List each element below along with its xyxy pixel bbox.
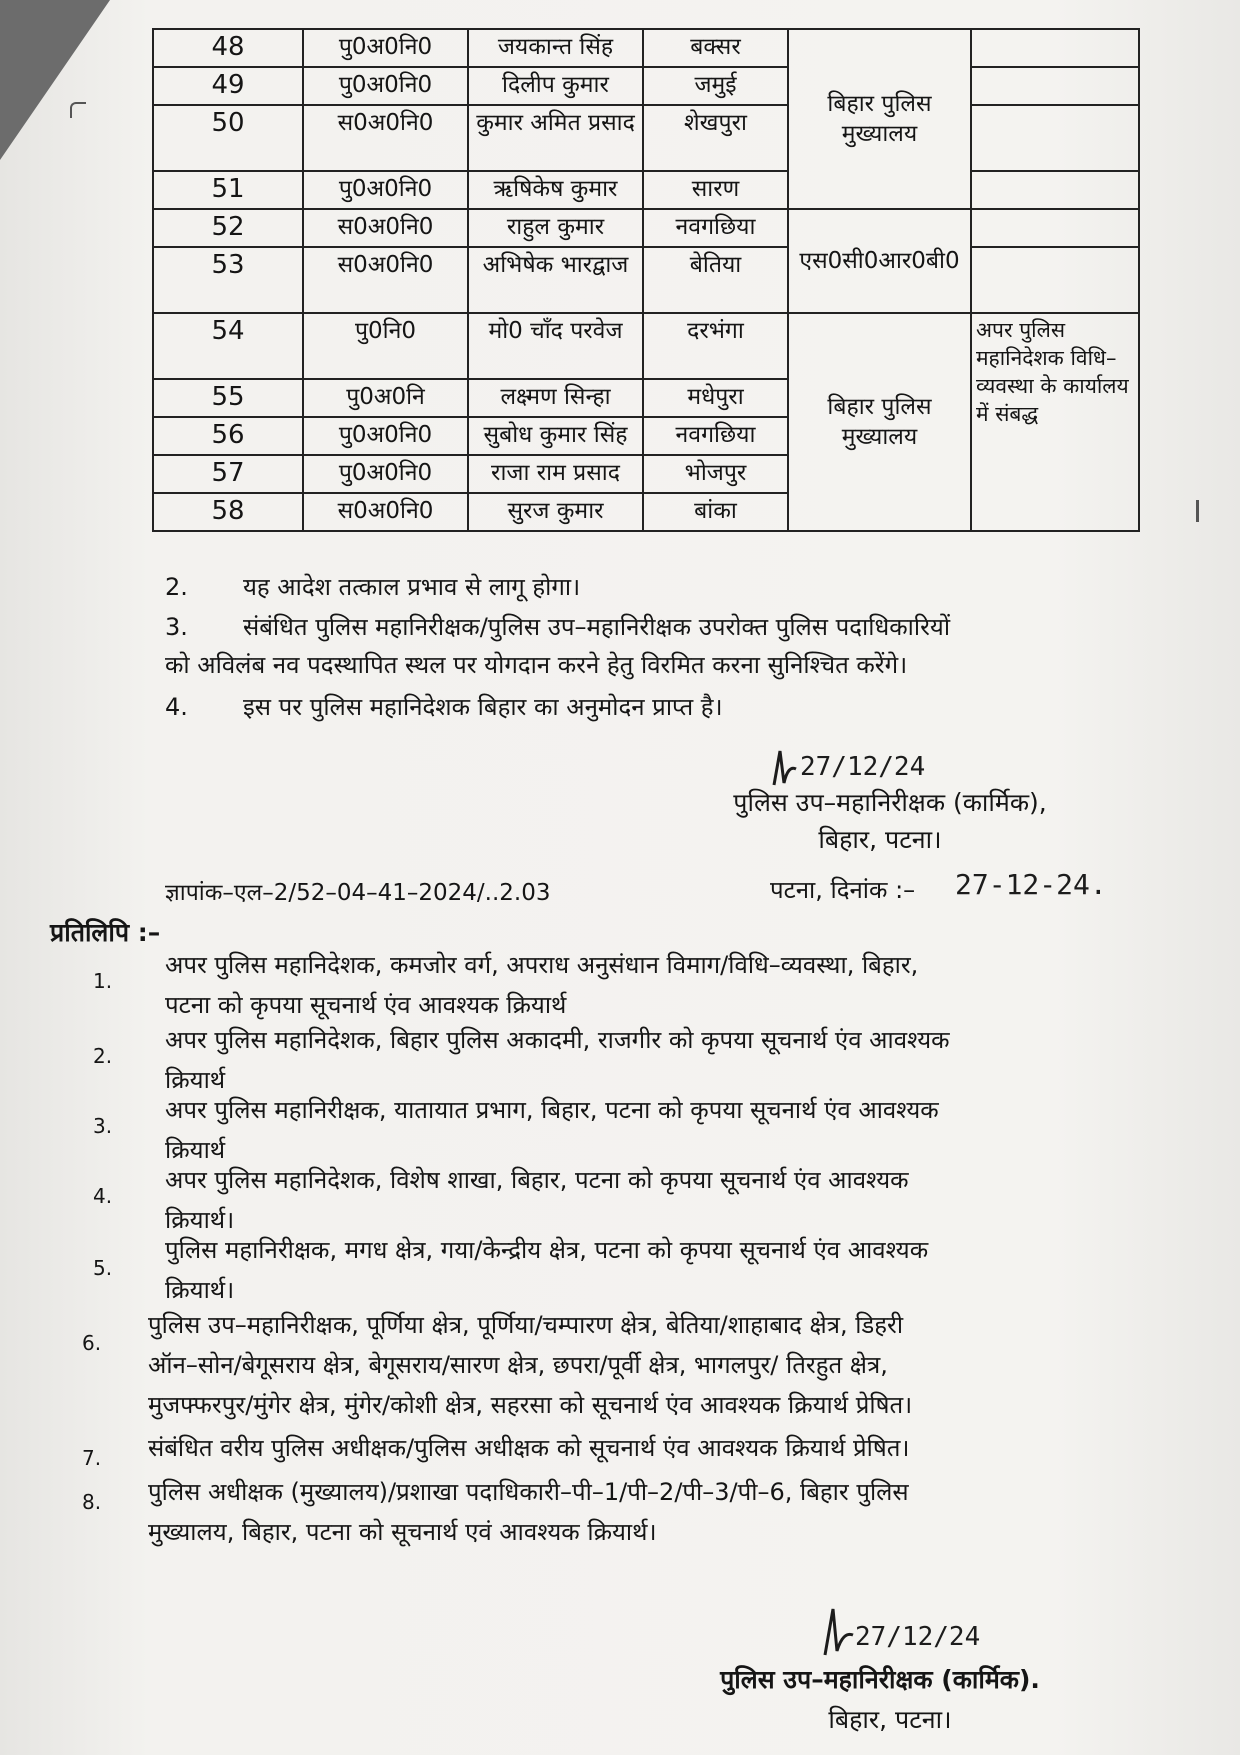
serial-cell: 57 [153, 455, 303, 493]
name-cell: दिलीप कुमार [468, 67, 643, 105]
remark-cell: अपर पुलिस महानिदेशक विधि–व्यवस्था के कार्यालय में संबद्ध [971, 313, 1139, 531]
copy-item-number: 2. [93, 1044, 113, 1068]
table-row [153, 105, 1139, 171]
paragraph-text: संबंधित पुलिस महानिरीक्षक/पुलिस उप–महानिरीक्षक उपरोक्त पुलिस पदाधिकारियों [243, 613, 951, 641]
district-cell: दरभंगा [643, 313, 788, 379]
signatory-designation: पुलिस उप–महानिरीक्षक (कार्मिक), [733, 788, 1047, 817]
copy-item-text: पटना को कृपया सूचनार्थ एंव आवश्यक क्रियार्थ [165, 991, 567, 1019]
serial-cell: 49 [153, 67, 303, 105]
copy-item-text: पुलिस महानिरीक्षक, मगध क्षेत्र, गया/केन्द्रीय क्षेत्र, पटना को कृपया सूचनार्थ एंव आवश्यक [165, 1236, 929, 1264]
signature-date: 27/12/24 [800, 752, 926, 782]
paragraph-number: 2. [165, 573, 188, 601]
table-row [153, 247, 1139, 313]
table-row [153, 29, 1139, 67]
district-cell: नवगछिया [643, 417, 788, 455]
signatory-place: बिहार, पटना। [818, 825, 942, 854]
copy-item [93, 1090, 1105, 1170]
paragraph-4 [165, 688, 723, 726]
margin-mark [70, 102, 86, 118]
district-cell: भोजपुर [643, 455, 788, 493]
paragraph-3 [165, 608, 1125, 646]
margin-mark [1196, 500, 1199, 522]
copy-item [82, 1472, 1108, 1552]
name-cell: सुरज कुमार [468, 493, 643, 531]
copy-item [82, 1305, 1108, 1425]
rank-cell: पु0अ0नि0 [303, 29, 468, 67]
paragraph-2 [165, 568, 580, 606]
name-cell: लक्ष्मण सिन्हा [468, 379, 643, 417]
name-cell: मो0 चाँद परवेज [468, 313, 643, 379]
table-row [153, 67, 1139, 105]
district-cell: बक्सर [643, 29, 788, 67]
serial-cell: 52 [153, 209, 303, 247]
name-cell: ऋषिकेष कुमार [468, 171, 643, 209]
rank-cell: पु0अ0नि0 [303, 171, 468, 209]
paragraph-3-continued [165, 646, 1125, 684]
copy-item [93, 1020, 1105, 1100]
copy-item-text: मुख्यालय, बिहार, पटना को सूचनार्थ एवं आवश्यक क्रियार्थ। [148, 1518, 657, 1546]
district-cell: जमुई [643, 67, 788, 105]
serial-cell: 55 [153, 379, 303, 417]
rank-cell: स0अ0नि0 [303, 247, 468, 313]
table-row [153, 171, 1139, 209]
name-cell: राजा राम प्रसाद [468, 455, 643, 493]
rank-cell: पु0अ0नि0 [303, 455, 468, 493]
rank-cell: पु0अ0नि [303, 379, 468, 417]
copy-item-number: 5. [93, 1256, 113, 1280]
paragraph-text: को अविलंब नव पदस्थापित स्थल पर योगदान करने हेतु विरमित करना सुनिश्चित करेंगे। [165, 651, 908, 679]
copy-item-text: संबंधित वरीय पुलिस अधीक्षक/पुलिस अधीक्षक को सूचनार्थ एंव आवश्यक क्रियार्थ प्रेषित। [148, 1434, 910, 1462]
rank-cell: पु0अ0नि0 [303, 417, 468, 455]
serial-cell: 51 [153, 171, 303, 209]
remark-cell [971, 247, 1139, 313]
serial-cell: 54 [153, 313, 303, 379]
signatory-place: बिहार, पटना। [828, 1705, 952, 1734]
copy-item-text: क्रियार्थ। [165, 1206, 235, 1234]
copy-item-text: क्रियार्थ। [165, 1276, 235, 1304]
paragraph-text: यह आदेश तत्काल प्रभाव से लागू होगा। [243, 573, 581, 601]
copy-item-text: ऑन–सोन/बेगूसराय क्षेत्र, बेगूसराय/सारण क्षेत्र, छपरा/पूर्वी क्षेत्र, भागलपुर/ तिरहुत क्षेत्र, [148, 1351, 888, 1379]
name-cell: राहुल कुमार [468, 209, 643, 247]
serial-cell: 50 [153, 105, 303, 171]
district-cell: बांका [643, 493, 788, 531]
remark-cell [971, 105, 1139, 171]
copy-item-text: अपर पुलिस महानिदेशक, बिहार पुलिस अकादमी, राजगीर को कृपया सूचनार्थ एंव आवश्यक [165, 1026, 950, 1054]
memo-date-label: पटना, दिनांक :– [770, 876, 916, 904]
remark-cell [971, 29, 1139, 67]
copy-item-text: अपर पुलिस महानिदेशक, विशेष शाखा, बिहार, पटना को कृपया सूचनार्थ एंव आवश्यक [165, 1166, 909, 1194]
district-cell: बेतिया [643, 247, 788, 313]
memo-number: ज्ञापांक–एल–2/52–04–41–2024/..2.03 [165, 880, 551, 906]
district-cell: सारण [643, 171, 788, 209]
copy-heading: प्रतिलिपि :– [50, 918, 161, 947]
office-cell: एस0सी0आर0बी0 [788, 209, 971, 313]
table-row [153, 313, 1139, 379]
paragraph-number: 4. [165, 693, 188, 721]
serial-cell: 56 [153, 417, 303, 455]
signatory-designation: पुलिस उप–महानिरीक्षक (कार्मिक). [720, 1665, 1040, 1694]
copy-item-number: 7. [82, 1446, 102, 1470]
copy-item-number: 3. [93, 1114, 113, 1138]
memo-date: 27-12-24. [955, 868, 1107, 901]
rank-cell: स0अ0नि0 [303, 105, 468, 171]
rank-cell: स0अ0नि0 [303, 209, 468, 247]
name-cell: कुमार अमित प्रसाद [468, 105, 643, 171]
name-cell: सुबोध कुमार सिंह [468, 417, 643, 455]
district-cell: मधेपुरा [643, 379, 788, 417]
office-cell: बिहार पुलिस मुख्यालय [788, 29, 971, 209]
district-cell: नवगछिया [643, 209, 788, 247]
serial-cell: 58 [153, 493, 303, 531]
copy-item [93, 1160, 1105, 1240]
rank-cell: पु0अ0नि0 [303, 67, 468, 105]
copy-item-number: 8. [82, 1490, 102, 1514]
rank-cell: पु0नि0 [303, 313, 468, 379]
copy-item-text: अपर पुलिस महानिरीक्षक, यातायात प्रभाग, बिहार, पटना को कृपया सूचनार्थ एंव आवश्यक [165, 1096, 939, 1124]
copy-item-text: पुलिस अधीक्षक (मुख्यालय)/प्रशाखा पदाधिकारी–पी–1/पी–2/पी–3/पी–6, बिहार पुलिस [148, 1478, 909, 1506]
office-cell: बिहार पुलिस मुख्यालय [788, 313, 971, 531]
copy-item [93, 1230, 1105, 1310]
signature-date: 27/12/24 [855, 1622, 981, 1652]
paragraph-number: 3. [165, 613, 188, 641]
copy-item-number: 1. [93, 969, 113, 993]
rank-cell: स0अ0नि0 [303, 493, 468, 531]
copy-item-text: अपर पुलिस महानिदेशक, कमजोर वर्ग, अपराध अनुसंधान विमाग/विधि–व्यवस्था, बिहार, [165, 951, 919, 979]
copy-item-text: पुलिस उप–महानिरीक्षक, पूर्णिया क्षेत्र, पूर्णिया/चम्पारण क्षेत्र, बेतिया/शाहाबाद क्षेत्र, डिहरी [148, 1311, 904, 1339]
remark-cell [971, 171, 1139, 209]
copy-item-number: 6. [82, 1331, 102, 1355]
name-cell: अभिषेक भारद्वाज [468, 247, 643, 313]
copy-item-text: मुजफ्फरपुर/मुंगेर क्षेत्र, मुंगेर/कोशी क्षेत्र, सहरसा को सूचनार्थ एंव आवश्यक क्रियार्थ प्रेषित। [148, 1391, 913, 1419]
paragraph-text: इस पर पुलिस महानिदेशक बिहार का अनुमोदन प्राप्त है। [243, 693, 723, 721]
copy-item-text: क्रियार्थ [165, 1136, 226, 1164]
district-cell: शेखपुरा [643, 105, 788, 171]
copy-item-text: क्रियार्थ [165, 1066, 226, 1094]
name-cell: जयकान्त सिंह [468, 29, 643, 67]
remark-cell [971, 67, 1139, 105]
copy-item [93, 945, 1105, 1025]
table-row [153, 209, 1139, 247]
copy-item-number: 4. [93, 1184, 113, 1208]
remark-cell [971, 209, 1139, 247]
copy-item [82, 1428, 1108, 1470]
serial-cell: 53 [153, 247, 303, 313]
page-fold-shadow [0, 0, 110, 160]
posting-table [152, 28, 1140, 532]
serial-cell: 48 [153, 29, 303, 67]
